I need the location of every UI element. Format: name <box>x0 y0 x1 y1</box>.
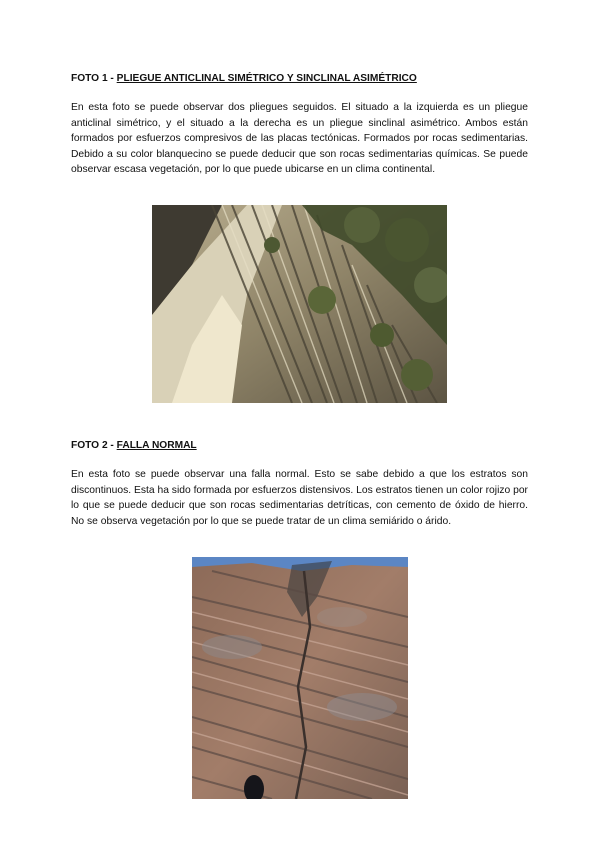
section-1-heading <box>71 72 528 85</box>
section-2-heading <box>71 439 528 452</box>
section-1-label: FOTO 1 - <box>71 73 117 84</box>
section-foto-2 <box>71 439 528 529</box>
photo-1-fold-strata <box>152 205 447 403</box>
photo-2-image <box>192 557 408 799</box>
section-1-title: PLIEGUE ANTICLINAL SIMÉTRICO Y SINCLINAL ASIMÉTRICO <box>116 73 417 84</box>
section-2-label: FOTO 2 - <box>71 440 117 451</box>
section-2-title: FALLA NORMAL <box>116 440 197 451</box>
photo-1-image <box>152 205 447 403</box>
section-foto-1 <box>71 72 528 178</box>
photo-2-normal-fault <box>192 557 408 799</box>
section-1-body: En esta foto se puede observar dos pliegues seguidos. El situado a la izquierda es un pliegue anticlinal simétrico, y el situado a la derecha es un pliegue sinclinal asimétrico. Ambos están formados por esfuerzos compresivos de las placas tectónicas. Formados por rocas sedimentarias. Debido a su color blanquecino se puede deducir que son rocas sedimentarias químicas. Se puede observar escasa vegetación, por lo que puede ubicarse en un clima continental. <box>71 102 528 175</box>
section-2-body: En esta foto se puede observar una falla normal. Esto se sabe debido a que los estratos son discontinuos. Esta ha sido formada por esfuerzos distensivos. Los estratos tienen un color rojizo por lo que se puede deducir que son rocas sedimentarias detríticas, con cemento de óxido de hierro. No se observa vegetación por lo que se puede tratar de un clima semiárido o árido. <box>71 469 528 527</box>
